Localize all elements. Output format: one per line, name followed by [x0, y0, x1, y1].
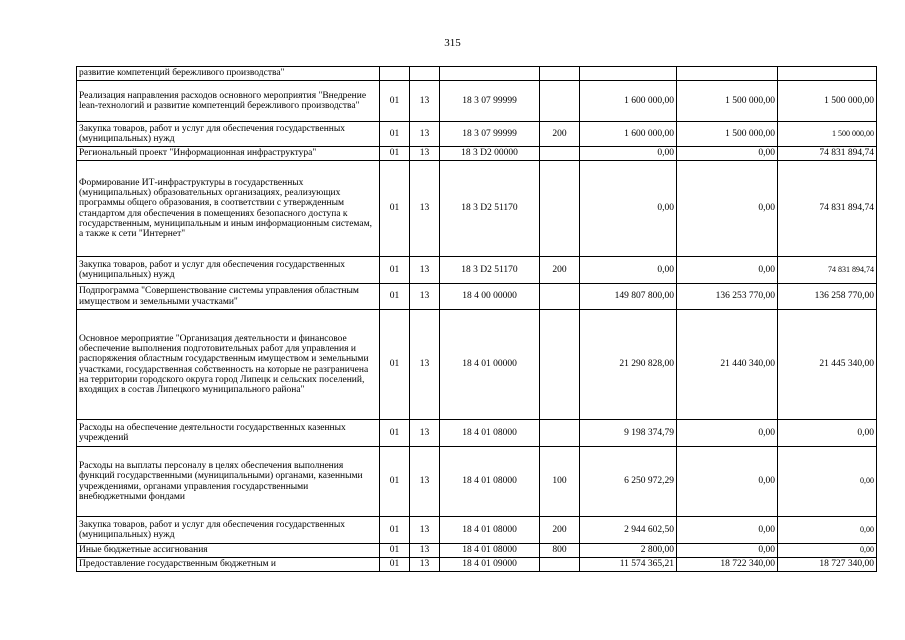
expense-type-cell: 800 — [540, 544, 580, 558]
section-code-cell: 01 — [380, 517, 410, 544]
amount-year1-cell: 6 250 972,29 — [580, 447, 677, 517]
expense-type-cell: 200 — [540, 257, 580, 284]
amount-year2-cell: 0,00 — [677, 447, 778, 517]
expense-type-cell: 100 — [540, 447, 580, 517]
row-name-cell: Основное мероприятие "Организация деятельности и финансовое обеспечение выполнения подготовительных работ для управления и распоряжения областным государственным имуществом и земельными участками, государственная собственность на которые не разграничена на территории городского округа город Липецк и сельских поселений, входящих в состав Липецкого муниципального района" — [77, 310, 380, 420]
subsection-code-cell: 13 — [410, 284, 440, 310]
amount-year1-cell: 11 574 365,21 — [580, 558, 677, 572]
amount-year3-cell: 1 500 000,00 — [778, 81, 877, 122]
table-row — [77, 517, 877, 544]
amount-year1-cell: 149 807 800,00 — [580, 284, 677, 310]
table-row — [77, 147, 877, 161]
table-row — [77, 558, 877, 572]
subsection-code-cell: 13 — [410, 122, 440, 147]
target-article-cell: 18 4 01 08000 — [440, 420, 540, 447]
amount-year2-cell: 21 440 340,00 — [677, 310, 778, 420]
amount-year1-cell — [580, 67, 677, 81]
expense-type-cell — [540, 147, 580, 161]
table-row — [77, 284, 877, 310]
row-name-cell: Закупка товаров, работ и услуг для обеспечения государственных (муниципальных) нужд — [77, 257, 380, 284]
section-code-cell: 01 — [380, 558, 410, 572]
budget-table-body — [77, 67, 877, 572]
target-article-cell: 18 3 D2 00000 — [440, 147, 540, 161]
amount-year3-cell: 0,00 — [778, 544, 877, 558]
expense-type-cell — [540, 310, 580, 420]
amount-year2-cell: 136 253 770,00 — [677, 284, 778, 310]
target-article-cell: 18 3 D2 51170 — [440, 161, 540, 257]
amount-year1-cell: 2 944 602,50 — [580, 517, 677, 544]
subsection-code-cell: 13 — [410, 257, 440, 284]
amount-year3-cell: 0,00 — [778, 447, 877, 517]
target-article-cell: 18 3 D2 51170 — [440, 257, 540, 284]
amount-year1-cell: 0,00 — [580, 147, 677, 161]
expense-type-cell: 200 — [540, 122, 580, 147]
target-article-cell: 18 4 01 00000 — [440, 310, 540, 420]
amount-year2-cell: 0,00 — [677, 147, 778, 161]
table-row — [77, 81, 877, 122]
amount-year3-cell: 136 258 770,00 — [778, 284, 877, 310]
amount-year2-cell: 1 500 000,00 — [677, 81, 778, 122]
section-code-cell: 01 — [380, 284, 410, 310]
expense-type-cell — [540, 284, 580, 310]
subsection-code-cell: 13 — [410, 517, 440, 544]
section-code-cell — [380, 67, 410, 81]
expense-type-cell — [540, 81, 580, 122]
amount-year1-cell: 0,00 — [580, 161, 677, 257]
target-article-cell: 18 4 01 08000 — [440, 447, 540, 517]
amount-year1-cell: 0,00 — [580, 257, 677, 284]
table-row — [77, 447, 877, 517]
amount-year2-cell: 0,00 — [677, 161, 778, 257]
table-row — [77, 257, 877, 284]
section-code-cell: 01 — [380, 147, 410, 161]
amount-year2-cell — [677, 67, 778, 81]
table-row — [77, 544, 877, 558]
subsection-code-cell: 13 — [410, 420, 440, 447]
row-name-cell: Предоставление государственным бюджетным и — [77, 558, 380, 572]
amount-year1-cell: 2 800,00 — [580, 544, 677, 558]
row-name-cell: Подпрограмма "Совершенствование системы управления областным имуществом и земельными участками" — [77, 284, 380, 310]
row-name-cell: Расходы на выплаты персоналу в целях обеспечения выполнения функций государственными (муниципальными) органами, казенными учреждениями, органами управления государственными внебюджетными фондами — [77, 447, 380, 517]
amount-year2-cell: 0,00 — [677, 544, 778, 558]
amount-year2-cell: 0,00 — [677, 257, 778, 284]
amount-year3-cell: 74 831 894,74 — [778, 147, 877, 161]
target-article-cell — [440, 67, 540, 81]
page-number: 315 — [444, 37, 461, 49]
amount-year3-cell: 21 445 340,00 — [778, 310, 877, 420]
row-name-cell: Формирование ИТ-инфраструктуры в государственных (муниципальных) образовательных организациях, реализующих программы общего образования, в соответствии с утвержденным стандартом для обеспечения в помещениях безопасного доступа к государственным, муниципальным и иным информационным системам, а также к сети "Интернет" — [77, 161, 380, 257]
amount-year1-cell: 21 290 828,00 — [580, 310, 677, 420]
target-article-cell: 18 4 01 08000 — [440, 517, 540, 544]
section-code-cell: 01 — [380, 420, 410, 447]
table-row — [77, 161, 877, 257]
target-article-cell: 18 4 01 09000 — [440, 558, 540, 572]
budget-table — [76, 66, 877, 572]
amount-year2-cell: 0,00 — [677, 517, 778, 544]
row-name-cell: развитие компетенций бережливого производства" — [77, 67, 380, 81]
section-code-cell: 01 — [380, 447, 410, 517]
subsection-code-cell — [410, 67, 440, 81]
target-article-cell: 18 3 07 99999 — [440, 81, 540, 122]
amount-year3-cell: 74 831 894,74 — [778, 257, 877, 284]
row-name-cell: Региональный проект "Информационная инфраструктура" — [77, 147, 380, 161]
amount-year1-cell: 1 600 000,00 — [580, 81, 677, 122]
subsection-code-cell: 13 — [410, 544, 440, 558]
section-code-cell: 01 — [380, 122, 410, 147]
amount-year1-cell: 9 198 374,79 — [580, 420, 677, 447]
row-name-cell: Закупка товаров, работ и услуг для обеспечения государственных (муниципальных) нужд — [77, 517, 380, 544]
amount-year3-cell: 1 500 000,00 — [778, 122, 877, 147]
amount-year3-cell: 0,00 — [778, 517, 877, 544]
table-row — [77, 420, 877, 447]
amount-year3-cell: 18 727 340,00 — [778, 558, 877, 572]
table-row — [77, 67, 877, 81]
subsection-code-cell: 13 — [410, 81, 440, 122]
amount-year3-cell: 0,00 — [778, 420, 877, 447]
amount-year2-cell: 18 722 340,00 — [677, 558, 778, 572]
row-name-cell: Расходы на обеспечение деятельности государственных казенных учреждений — [77, 420, 380, 447]
amount-year1-cell: 1 600 000,00 — [580, 122, 677, 147]
expense-type-cell — [540, 558, 580, 572]
row-name-cell: Закупка товаров, работ и услуг для обеспечения государственных (муниципальных) нужд — [77, 122, 380, 147]
section-code-cell: 01 — [380, 257, 410, 284]
target-article-cell: 18 3 07 99999 — [440, 122, 540, 147]
row-name-cell: Реализация направления расходов основного мероприятия "Внедрение lean-технологий и развитие компетенций бережливого производства" — [77, 81, 380, 122]
expense-type-cell — [540, 420, 580, 447]
target-article-cell: 18 4 00 00000 — [440, 284, 540, 310]
section-code-cell: 01 — [380, 161, 410, 257]
expense-type-cell — [540, 67, 580, 81]
amount-year2-cell: 1 500 000,00 — [677, 122, 778, 147]
expense-type-cell — [540, 161, 580, 257]
subsection-code-cell: 13 — [410, 147, 440, 161]
subsection-code-cell: 13 — [410, 447, 440, 517]
target-article-cell: 18 4 01 08000 — [440, 544, 540, 558]
table-row — [77, 122, 877, 147]
amount-year3-cell — [778, 67, 877, 81]
amount-year3-cell: 74 831 894,74 — [778, 161, 877, 257]
table-row — [77, 310, 877, 420]
section-code-cell: 01 — [380, 544, 410, 558]
subsection-code-cell: 13 — [410, 161, 440, 257]
section-code-cell: 01 — [380, 81, 410, 122]
row-name-cell: Иные бюджетные ассигнования — [77, 544, 380, 558]
subsection-code-cell: 13 — [410, 558, 440, 572]
amount-year2-cell: 0,00 — [677, 420, 778, 447]
expense-type-cell: 200 — [540, 517, 580, 544]
section-code-cell: 01 — [380, 310, 410, 420]
subsection-code-cell: 13 — [410, 310, 440, 420]
